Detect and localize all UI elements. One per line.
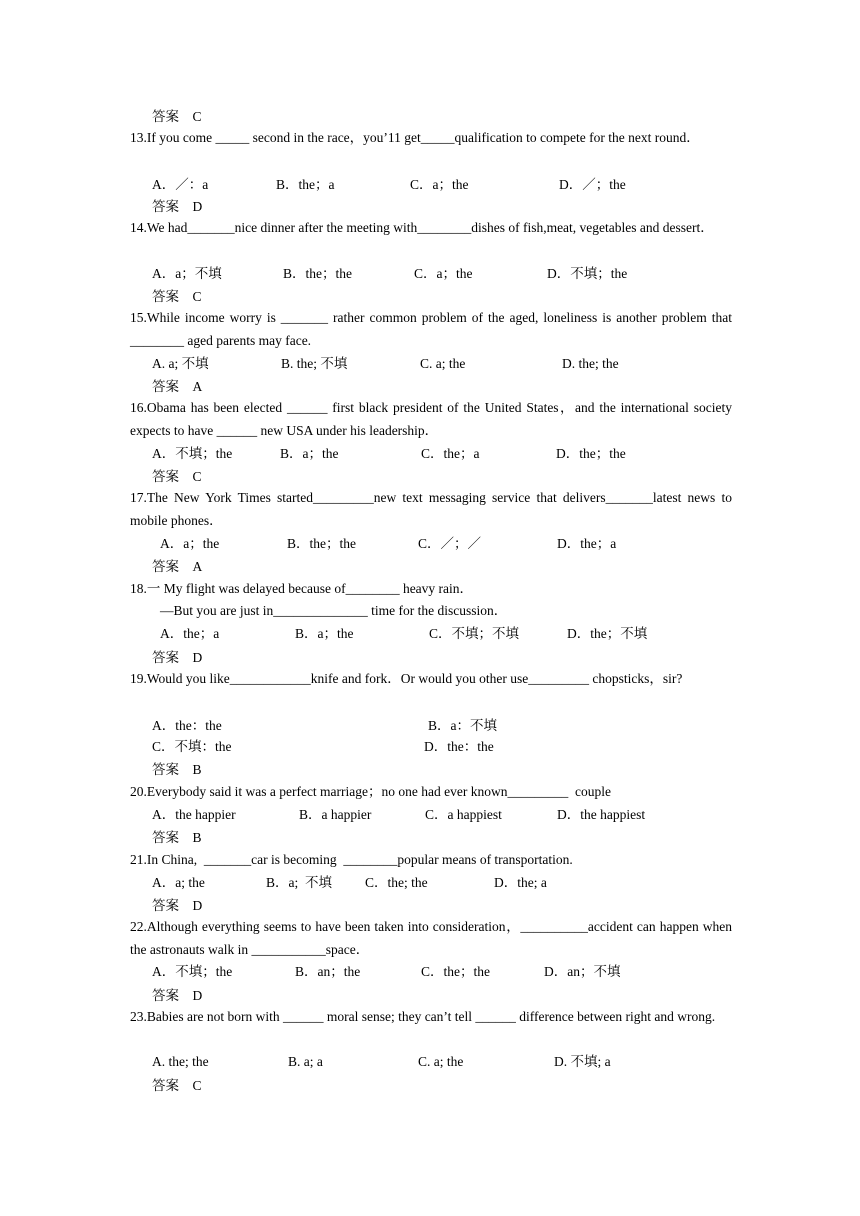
question-22-stem: 22.Although everything seems to have been taken into consideration，__________accident can happen when the astronauts walk in ___________space．: [130, 919, 732, 957]
option-c: C．a；the: [410, 177, 469, 192]
option-a: A．the；a: [160, 626, 220, 641]
option-b: B．an；the: [295, 964, 361, 979]
option-d: D．不填；the: [547, 266, 628, 281]
answer-line: 答案 D: [152, 650, 203, 665]
option-a: A. a; 不填: [152, 356, 209, 371]
option-b: B. a; a: [288, 1054, 323, 1069]
option-b: B. the; 不填: [281, 356, 348, 371]
question-15-stem: 15.While income worry is _______ rather common problem of the aged, loneliness is another problem that ________ aged parents may face.: [130, 310, 732, 348]
option-d: D. 不填; a: [554, 1054, 611, 1069]
option-a: A．／：a: [152, 177, 209, 192]
answer-line: 答案 D: [152, 898, 203, 913]
option-a: A．the happier: [152, 807, 236, 822]
answer-line: 答案 C: [152, 109, 202, 124]
option-c: C. a; the: [420, 356, 466, 371]
option-d: D．the happiest: [557, 807, 646, 822]
option-b: B．a；the: [280, 446, 339, 461]
option-d: D．the：the: [424, 739, 494, 754]
option-d: D．／；the: [559, 177, 626, 192]
option-b: B．the；a: [276, 177, 335, 192]
option-d: D．the；the: [556, 446, 626, 461]
option-d: D．the；a: [557, 536, 617, 551]
option-c: C．the；the: [421, 964, 490, 979]
option-a: A．a; the: [152, 875, 205, 890]
question-18-stem-line-2: —But you are just in______________ time for the discussion．: [160, 603, 508, 618]
answer-line: 答案 B: [152, 762, 202, 777]
option-c: C．a happiest: [425, 807, 502, 822]
option-a: A．a；the: [160, 536, 220, 551]
option-b: B．a; 不填: [266, 875, 332, 890]
option-c: C．a；the: [414, 266, 473, 281]
option-a: A．a；不填: [152, 266, 222, 281]
option-c: C．不填：the: [152, 739, 232, 754]
option-d: D．the；不填: [567, 626, 648, 641]
option-d: D. the; the: [562, 356, 619, 371]
option-a: A. the; the: [152, 1054, 209, 1069]
option-b: B．a happier: [299, 807, 372, 822]
question-13-stem: 13.If you come _____ second in the race，you’11 get_____qualification to compete for the next round．: [130, 130, 700, 145]
option-c: C. a; the: [418, 1054, 464, 1069]
question-23-stem: 23.Babies are not born with ______ moral sense; they can’t tell ______ difference between right and wrong.: [130, 1009, 716, 1024]
option-c: C．不填；不填: [429, 626, 520, 641]
option-c: C．the; the: [365, 875, 428, 890]
option-b: B．a：不填: [428, 718, 497, 733]
option-a: A．不填；the: [152, 446, 233, 461]
answer-line: 答案 C: [152, 1078, 202, 1093]
option-b: B．a；the: [295, 626, 354, 641]
question-18-stem-line-1: 18.一 My flight was delayed because of________ heavy rain．: [130, 581, 474, 596]
question-14-stem: 14.We had_______nice dinner after the meeting with________dishes of fish,meat, vegetables and dessert．: [130, 220, 714, 235]
question-19-stem: 19.Would you like____________knife and fork．Or would you other use_________ chopsticks，sir?: [130, 671, 683, 686]
option-d: D．an；不填: [544, 964, 621, 979]
option-a: A．不填；the: [152, 964, 233, 979]
question-20-stem: 20.Everybody said it was a perfect marriage；no one had ever known_________ couple: [130, 784, 611, 799]
answer-line: 答案 D: [152, 199, 203, 214]
option-c: C．the；a: [421, 446, 480, 461]
option-d: D．the; a: [494, 875, 547, 890]
option-c: C．／；／: [418, 536, 482, 551]
answer-line: 答案 A: [152, 559, 203, 574]
option-b: B．the；the: [283, 266, 352, 281]
question-17-stem: 17.The New York Times started_________new text messaging service that delivers_______latest news to mobile phones．: [130, 490, 732, 528]
question-16-stem: 16.Obama has been elected ______ first black president of the United States，and the international society expects to have ______ new USA under his leadership．: [130, 400, 732, 438]
answer-line: 答案 B: [152, 830, 202, 845]
answer-line: 答案 C: [152, 289, 202, 304]
option-a: A．the：the: [152, 718, 222, 733]
answer-line: 答案 A: [152, 379, 203, 394]
option-b: B．the；the: [287, 536, 356, 551]
answer-line: 答案 D: [152, 988, 203, 1003]
question-21-stem: 21.In China, _______car is becoming ________popular means of transportation.: [130, 852, 573, 867]
answer-line: 答案 C: [152, 469, 202, 484]
